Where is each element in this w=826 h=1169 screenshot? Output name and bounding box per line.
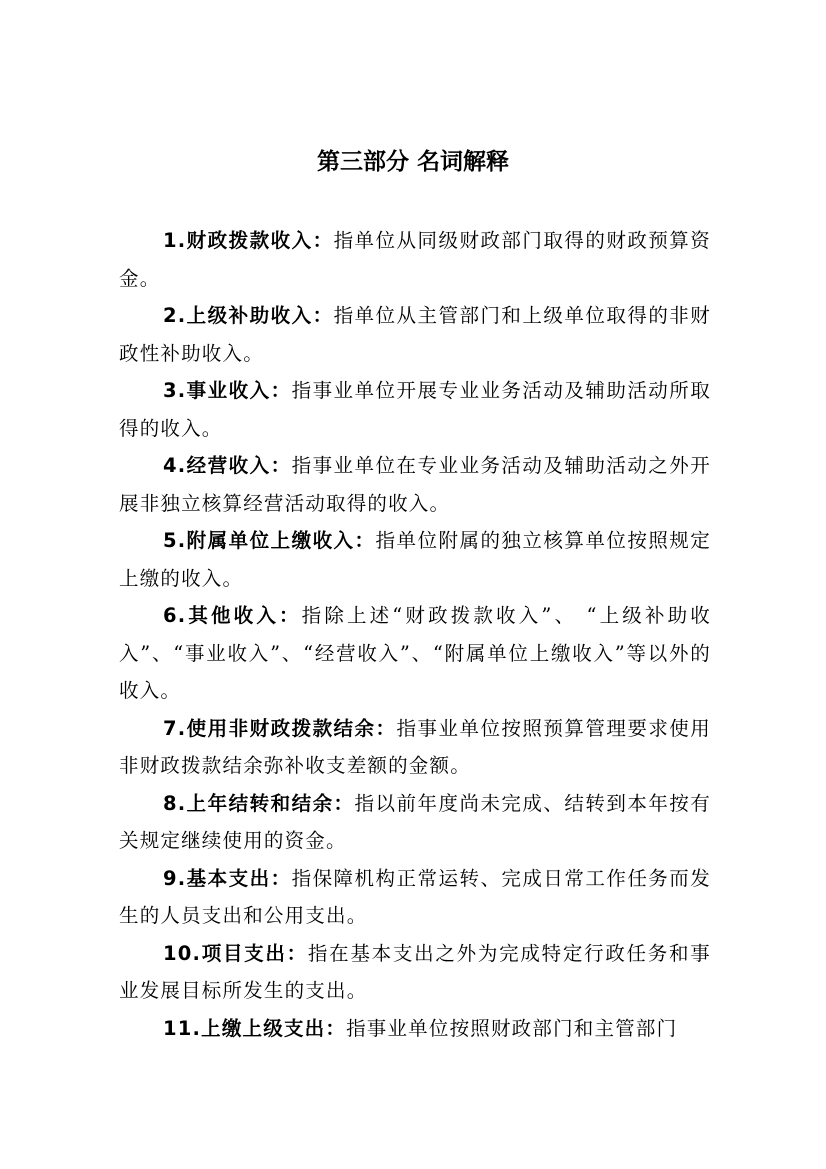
- entry-number: 2.: [163, 304, 187, 327]
- entry-definition: 指事业单位在专业业务活动及辅助活动之外开展非独立核算经营活动取得的收入。: [119, 454, 711, 515]
- entry-term: 经营收入：: [186, 454, 292, 477]
- entry-definition: 指在基本支出之外为完成特定行政任务和事业发展目标所发生的支出。: [119, 941, 711, 1002]
- entry-number: 3.: [163, 379, 187, 402]
- entry-term: 上级补助收入：: [186, 304, 334, 327]
- glossary-entry: [119, 522, 711, 597]
- entry-term: 上年结转和结余：: [186, 791, 355, 815]
- glossary-entry: [119, 710, 711, 785]
- entry-number: 5.: [163, 529, 187, 552]
- entry-definition: 指保障机构正常运转、完成日常工作任务而发生的人员支出和公用支出。: [119, 866, 711, 927]
- entry-term: 附属单位上缴收入：: [186, 529, 376, 552]
- glossary-entry: [119, 222, 711, 297]
- entry-number: 8.: [163, 791, 187, 815]
- glossary-entry: [119, 860, 711, 935]
- entry-definition: 指单位从同级财政部门取得的财政预算资金。: [119, 229, 711, 290]
- entry-number: 11.: [163, 1016, 202, 1040]
- entry-definition: 指事业单位开展专业业务活动及辅助活动所取得的收入。: [119, 379, 711, 440]
- entry-number: 6.: [163, 604, 187, 627]
- page-title: 第三部分 名词解释: [316, 149, 509, 175]
- entry-number: 10.: [163, 941, 202, 965]
- entry-definition: 指事业单位按照预算管理要求使用非财政拨款结余弥补收支差额的金额。: [119, 716, 711, 777]
- entry-number: 4.: [163, 454, 187, 477]
- entry-number: 7.: [163, 716, 187, 740]
- entry-definition: 指除上述“财政拨款收入”、 “上级补助收入”、“事业收入”、“经营收入”、“附属单位上缴收入”等以外的收入。: [119, 604, 711, 702]
- entry-term: 使用非财政拨款结余：: [186, 716, 397, 740]
- glossary-entry: [119, 935, 711, 1010]
- glossary-entry: [119, 372, 711, 447]
- entry-term: 事业收入：: [186, 379, 292, 402]
- glossary-entry: [119, 447, 711, 522]
- entry-term: 其他收入：: [186, 604, 302, 627]
- glossary-entry: [119, 297, 711, 372]
- glossary-entry: [119, 597, 711, 710]
- glossary-entry: [119, 1010, 711, 1048]
- entry-term: 财政拨款收入：: [186, 229, 334, 252]
- entry-number: 1.: [163, 229, 187, 252]
- entry-definition: 指单位附属的独立核算单位按照规定上缴的收入。: [119, 529, 711, 590]
- glossary-entry: [119, 785, 711, 860]
- entry-definition: 指事业单位按照财政部门和主管部门: [346, 1016, 678, 1040]
- entry-definition: 指以前年度尚未完成、结转到本年按有关规定继续使用的资金。: [119, 791, 711, 852]
- entry-number: 9.: [163, 866, 187, 890]
- entry-term: 基本支出：: [186, 866, 292, 890]
- glossary-list: [119, 222, 711, 1047]
- entry-term: 上缴上级支出：: [201, 1016, 347, 1040]
- entry-definition: 指单位从主管部门和上级单位取得的非财政性补助收入。: [119, 304, 711, 365]
- entry-term: 项目支出：: [201, 941, 308, 965]
